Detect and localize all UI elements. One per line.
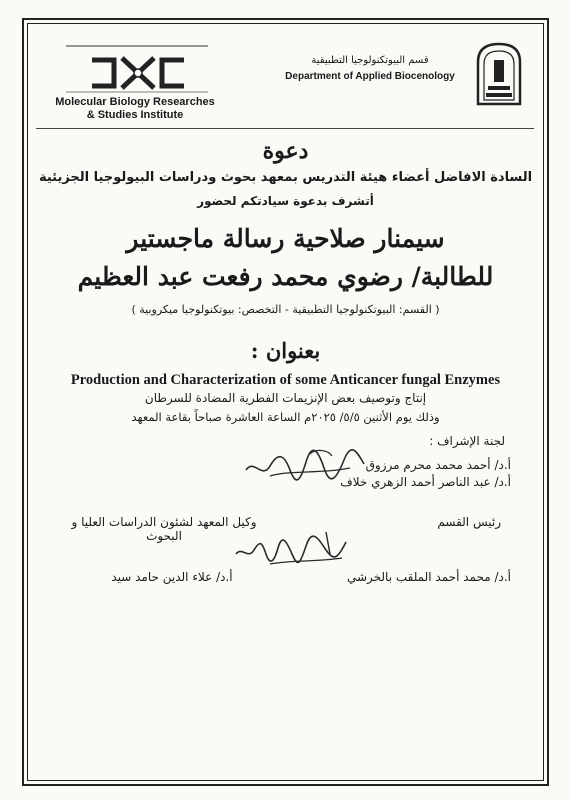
thesis-title-en: Production and Characterization of some Anticancer fungal Enzymes [70,372,501,388]
committee-label: لجنة الإشراف : [429,434,505,448]
seminar-title: سيمنار صلاحية رسالة ماجستير [126,224,445,253]
titled-label: بعنوان : [250,338,321,363]
student-name: للطالبة/ رضوي محمد رفعت عبد العظيم [77,262,494,291]
invitation-audience: السادة الافاضل أعضاء هيئة التدريس بمعهد بحوث ودراسات البيولوجيا الجزيئية [38,170,533,185]
department-name-en: Department of Applied Biocenology [285,71,455,82]
supervisor-2: أ.د/ عبد الناصر أحمد الزهري خلاف [340,475,511,489]
thesis-title-ar: إنتاج وتوصيف بعض الإنزيمات الفطرية المضادة للسرطان [144,391,427,405]
department-specialization: ( القسم: البيوتكنولوجيا التطبيقية - التخصص: بيوتكنولوجيا ميكروبية ) [131,303,440,316]
institute-name-line2: & Studies Institute [86,109,184,121]
header-divider [36,128,534,129]
supervisor-signature [240,440,370,490]
department-head-name: أ.د/ محمد أحمد الملقب بالخرشي [346,570,511,584]
department-name-ar: قسم البيوتكنولوجيا التطبيقية [311,55,429,66]
invitation-title: دعوة [262,138,309,164]
institute-logo-icon [62,40,212,96]
department-head-role: رئيس القسم [437,515,501,529]
supervisor-1: أ.د/ أحمد محمد محرم مرزوق [365,458,511,472]
date-and-place: وذلك يوم الأثنين ٥/٥/ ٢٠٢٥م الساعة العاشرة صباحاً بقاعة المعهد [131,410,440,424]
institute-name-line1: Molecular Biology Researches [55,96,215,108]
vice-dean-role: وكيل المعهد لشئون الدراسات العليا و البحوث [71,515,257,543]
vice-dean-name: أ.د/ علاء الدين حامد سيد [111,570,233,584]
institute-name [40,96,230,122]
invitation-honored: أتشرف بدعوة سيادتكم لحضور [197,194,374,208]
university-logo-icon [474,40,524,106]
